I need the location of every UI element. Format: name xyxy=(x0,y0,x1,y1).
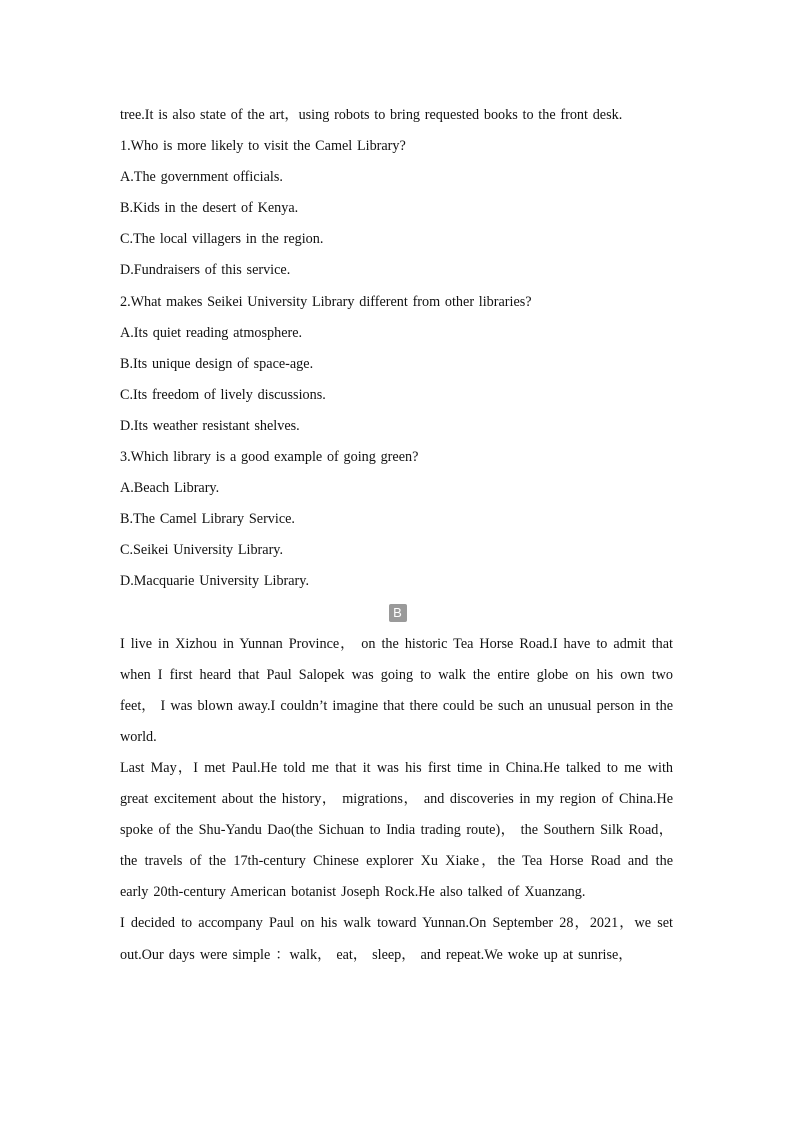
answer-option: C.Seikei University Library. xyxy=(120,542,284,559)
section-marker xyxy=(120,598,673,629)
answer-option: A.Its quiet reading atmosphere. xyxy=(120,324,303,341)
answer-option: D.Its weather resistant shelves. xyxy=(120,417,300,434)
document-content xyxy=(120,100,673,971)
passage-paragraph-3: I decided to accompany Paul on his walk toward Yunnan.On September 28，2021，we set out.Our days were simple ：walk， eat， sleep， and repeat.We woke up at sunrise， xyxy=(120,915,673,963)
answer-option: A.The government officials. xyxy=(120,169,283,186)
answer-option: B.The Camel Library Service. xyxy=(120,511,295,528)
question-stem: 3.Which library is a good example of going green? xyxy=(120,449,419,466)
question-3 xyxy=(120,442,673,597)
question-2 xyxy=(120,287,673,442)
question-1 xyxy=(120,131,673,286)
answer-option: D.Fundraisers of this service. xyxy=(120,262,291,279)
passage-paragraph-2: Last May，I met Paul.He told me that it was his first time in China.He talked to me with great excitement about the history， migrations， and discoveries in my region of China.He spoke of the Shu-Yandu Dao(the Sichuan to India trading route)， the Southern Silk Road，the travels of the 17th-century Chinese explorer Xu Xiake，the Tea Horse Road and the early 20th-century American botanist Joseph Rock.He also talked of Xuanzang. xyxy=(120,759,673,901)
question-stem: 2.What makes Seikei University Library different from other libraries? xyxy=(120,293,532,310)
section-b-badge: B xyxy=(389,604,407,622)
answer-option: A.Beach Library. xyxy=(120,480,220,497)
intro-line: tree.It is also state of the art，using robots to bring requested books to the front desk. xyxy=(120,107,623,123)
answer-option: C.Its freedom of lively discussions. xyxy=(120,386,326,403)
answer-option: B.Kids in the desert of Kenya. xyxy=(120,200,299,217)
answer-option: D.Macquarie University Library. xyxy=(120,573,310,590)
answer-option: B.Its unique design of space-age. xyxy=(120,355,314,372)
question-stem: 1.Who is more likely to visit the Camel Library? xyxy=(120,138,406,155)
passage-paragraph-1: I live in Xizhou in Yunnan Province， on the historic Tea Horse Road.I have to admit that when I first heard that Paul Salopek was going to walk the entire globe on his own two feet， I was blown away.I couldn’t imagine that there could be such an unusual person in the world. xyxy=(120,635,673,745)
answer-option: C.The local villagers in the region. xyxy=(120,231,324,248)
